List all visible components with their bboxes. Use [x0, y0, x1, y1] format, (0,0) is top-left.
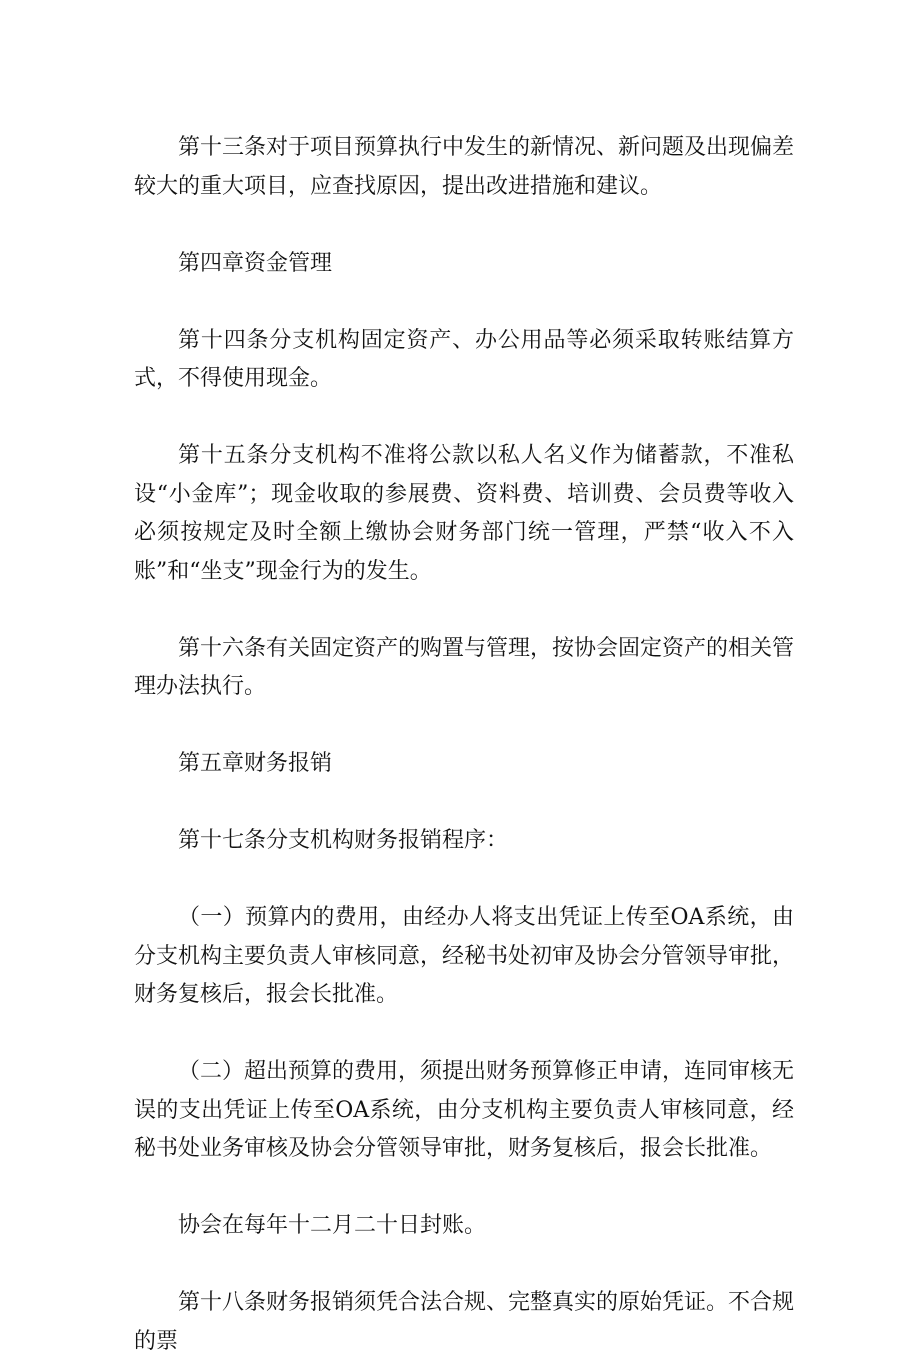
- article-16-paragraph: 第十六条有关固定资产的购置与管理，按协会固定资产的相关管理办法执行。: [134, 635, 795, 699]
- article-14-paragraph: 第十四条分支机构固定资产、办公用品等必须采取转账结算方式，不得使用现金。: [134, 327, 794, 391]
- document-body: [134, 129, 794, 1361]
- closing-date-paragraph: 协会在每年十二月二十日封账。: [178, 1213, 487, 1238]
- chapter-4-heading: 第四章资金管理: [178, 250, 333, 276]
- article-18-paragraph: 第十八条财务报销须凭合法合规、完整真实的原始凭证。不合规的票: [134, 1290, 795, 1354]
- chapter-5-heading: 第五章财务报销: [178, 751, 333, 776]
- over-budget-expense-paragraph: （二）超出预算的费用，须提出财务预算修正申请，连同审核无误的支出凭证上传至OA系统，由分支机构主要负责人审核同意，经秘书处业务审核及协会分管领导审批，财务复核后，报会长批准。: [134, 1059, 795, 1161]
- article-13-paragraph: 第十三条对于项目预算执行中发生的新情况、新问题及出现偏差较大的重大项目，应查找原因，提出改进措施和建议。: [134, 135, 795, 199]
- article-17-paragraph: 第十七条分支机构财务报销程序：: [178, 828, 509, 853]
- article-15-paragraph: 第十五条分支机构不准将公款以私人名义作为储蓄款，不准私设“小金库”；现金收取的参展费、资料费、培训费、会员费等收入必须按规定及时全额上缴协会财务部门统一管理，严禁“收入不入账”和“坐支”现金行为的发生。: [134, 443, 794, 584]
- budgeted-expense-paragraph: （一）预算内的费用，由经办人将支出凭证上传至OA系统，由分支机构主要负责人审核同意，经秘书处初审及协会分管领导审批，财务复核后，报会长批准。: [134, 905, 795, 1007]
